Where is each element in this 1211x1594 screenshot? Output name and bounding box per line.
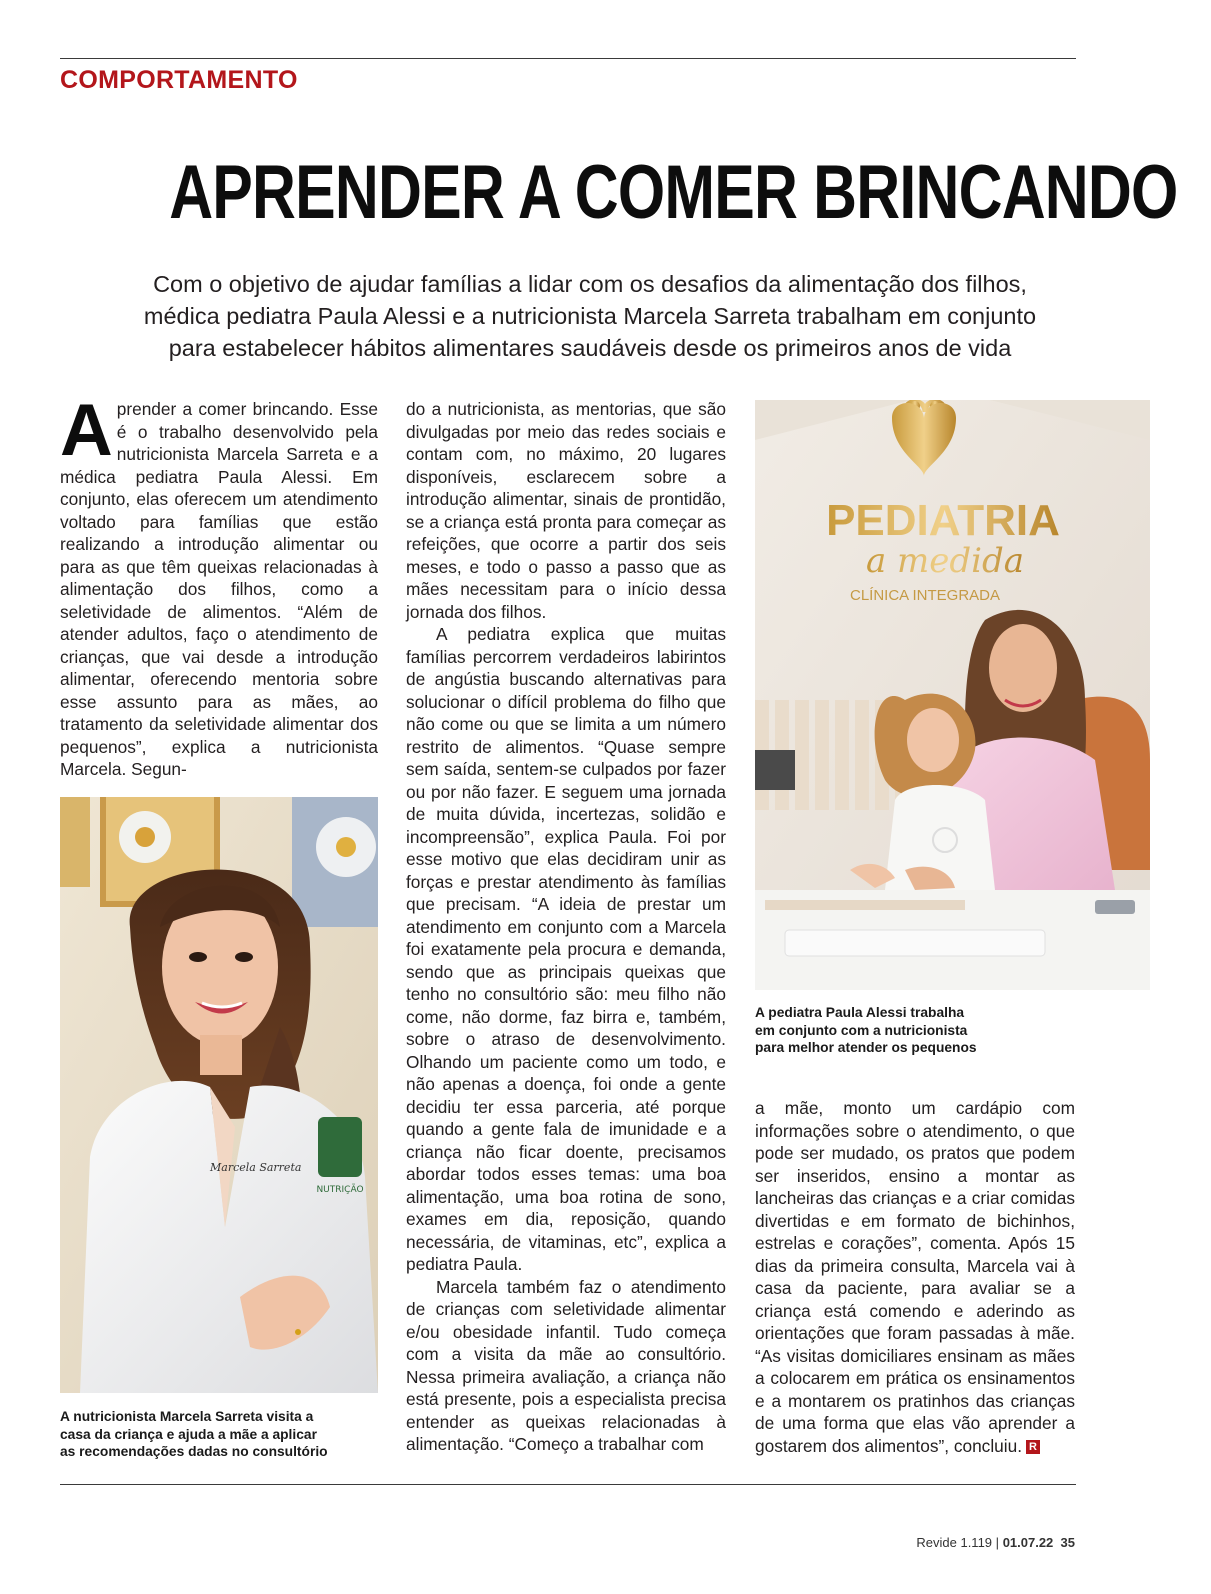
badge-text: NUTRIÇÃO — [316, 1185, 364, 1195]
sign-main: PEDIATRIA — [826, 496, 1060, 545]
sign-sub: CLÍNICA INTEGRADA — [849, 587, 1001, 604]
photo-pediatrician — [755, 400, 1150, 990]
deck — [90, 268, 1090, 364]
deck-line: médica pediatra Paula Alessi e a nutricionista Marcela Sarreta trabalham em conjunto — [143, 303, 1037, 329]
caption-line: para melhor atender os pequenos — [755, 1040, 977, 1055]
section-label: COMPORTAMENTO — [60, 66, 298, 94]
photo-nutritionist — [60, 797, 378, 1393]
caption-line: A pediatra Paula Alessi trabalha — [755, 1005, 965, 1020]
caption-line: casa da criança e ajuda a mãe a aplicar — [60, 1426, 317, 1442]
caption-line: as recomendações dadas no consultório — [60, 1444, 328, 1459]
top-rule — [60, 58, 1076, 59]
caption-right — [755, 1004, 1075, 1057]
article-paragraph: prender a comer brincando. Esse é o trabalho desenvolvido pela nutricionista Marcela Sarreta e a médica pediatra Paula Alessi. Em conjunto, elas oferecem um atendimento voltado para famílias que estão realizando a introdução alimentar ou para as que têm queixas relacionadas à alimentação dos filhos, como a seletividade de alimentos. “Além de atender adultos, faço o atendimento de crianças, que vai desde a introdução alimentar, oferecendo mentoria sobre esse assunto para as mães, ao tratamento da seletividade alimentar dos pequenos”, explica a nutricionista Marcela. Segun- — [60, 399, 378, 779]
article-paragraph: A pediatra explica que muitas famílias percorrem verdadeiros labirintos de angústia buscando alternativas para solucionar o difícil problema do filho que não come ou que se limita a um número restrito de alimentos. “Quase sempre sem saída, sentem-se culpados por fazer ou por não fazer. E seguem uma jornada de muita dúvida, incertezas, solidão e incompreensão”, explica Paula. Foi por esse motivo que elas decidiram unir as forças e prestar atendimento às famílias que precisam. “A ideia de prestar um atendimento em conjunto com a Marcela foi exatamente pela procura e demanda, sendo que as principais queixas que tenho no consultório são: meu filho não come, não dorme, faz birra e, também, sobre o atraso de desenvolvimento. Olhando um paciente como um todo, e não apenas a doença, foi onde a gente decidiu ter essa parceria, até porque quando a gente fala de imunidade e a criança não ficar doente, precisamos abordar todos esses temas: uma boa alimentação, uma boa rotina de sono, exames em dia, reposição, quando necessária, de vitaminas, etc”, explica a pediatra Paula. — [406, 624, 726, 1274]
page-number: 35 — [1060, 1535, 1075, 1550]
coat-name: Marcela Sarreta — [210, 1161, 302, 1174]
drop-cap: A — [60, 390, 113, 471]
headline: APRENDER A COMER BRINCANDO — [169, 150, 1178, 235]
issue-date: 01.07.22 — [1002, 1535, 1054, 1550]
article-column-1 — [60, 390, 378, 781]
caption-line: em conjunto com a nutricionista — [755, 1022, 968, 1038]
deck-line: para estabelecer hábitos alimentares saudáveis desde os primeiros anos de vida — [168, 335, 1012, 361]
article-paragraph: Marcela também faz o atendimento de crianças com seletividade alimentar e/ou obesidade infantil. Tudo começa com a visita da mãe ao consultório. Nessa primeira avaliação, a criança não está presente, pois a especialista precisa entender as queixas relacionadas à alimentação. “Começo a trabalhar com — [406, 1276, 726, 1454]
article-paragraph: do a nutricionista, as mentorias, que são divulgadas por meio das redes sociais e contam com, no máximo, 20 lugares disponíveis, esclarecem sobre a introdução alimentar, sinais de prontidão, se a criança está pronta para começar as refeições, que ocorre a partir dos seis meses, e todo o passo a passo que as mães necessitam para o início dessa jornada dos filhos. — [406, 399, 726, 622]
article-column-2 — [406, 398, 726, 1456]
caption-line: A nutricionista Marcela Sarreta visita a — [60, 1409, 314, 1424]
sign-script: a medida — [865, 541, 1025, 581]
bottom-rule — [60, 1484, 1076, 1485]
page-footer — [916, 1535, 1075, 1550]
article-paragraph: a mãe, monto um cardápio com informações sobre o atendimento, o que pode ser mudado, os pratos que podem ser inseridos, ensino a montar as lancheiras das crianças e a criar comidas divertidas e em formato de bichinhos, estrelas e corações”, comenta. Após 15 dias da primeira consulta, Marcela vai à casa da paciente, para avaliar se a criança está comendo e aderindo as orientações que foram passadas à mãe. “As visitas domiciliares ensinam as mães a colocarem em prática os ensinamentos e a montarem os pratinhos das crianças de uma forma que elas vão aprender a gostarem dos alimentos”, concluiu. — [755, 1098, 1075, 1456]
end-mark: R — [1026, 1440, 1040, 1454]
article-column-3 — [755, 1097, 1075, 1457]
magazine-issue: Revide 1.119 — [916, 1535, 993, 1550]
footer-separator: | — [995, 1535, 1000, 1550]
deck-line: Com o objetivo de ajudar famílias a lidar com os desafios da alimentação dos filhos, — [153, 271, 1027, 297]
caption-left — [60, 1408, 380, 1461]
